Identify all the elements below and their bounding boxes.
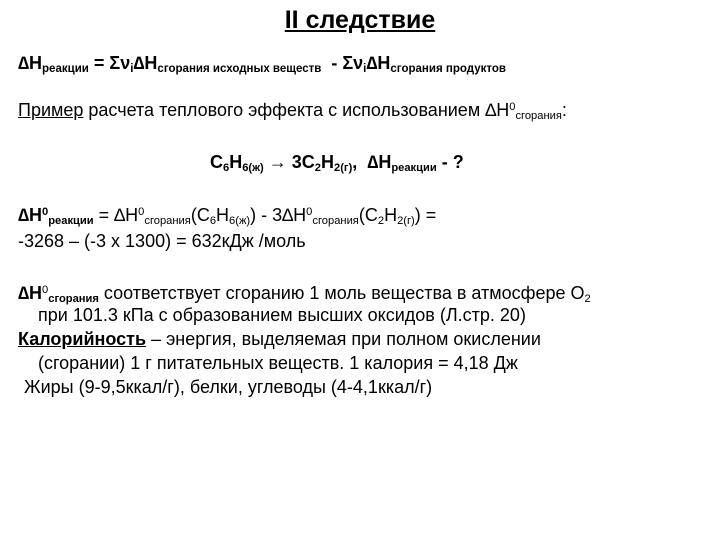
standard-superscript: 0: [42, 283, 49, 296]
definition-line-1: [18, 283, 591, 304]
standard-superscript-3: 0: [306, 205, 313, 218]
benzene-c-count: 6: [209, 215, 217, 228]
carbon-symbol: C: [210, 152, 223, 172]
delta-h-symbol: ∆H: [18, 283, 43, 303]
standard-superscript: 0: [509, 100, 516, 113]
calculation-line-1: [18, 205, 436, 226]
acetylene-c-count: 2: [377, 215, 385, 228]
colon: :: [561, 100, 567, 120]
reaction-subscript: реакции: [48, 215, 94, 228]
hydrogen-count-phase: 6(ж): [242, 162, 264, 175]
combustion-subscript: сгорания: [144, 215, 191, 228]
hydrogen-symbol: H: [229, 152, 243, 172]
benzene-h: H: [216, 205, 230, 225]
example-label: Пример: [18, 100, 84, 120]
equals-end: ) =: [414, 205, 437, 225]
nutrient-calories: Жиры (9-9,5ккал/г), белки, углеводы (4-4,1ккал/г): [24, 377, 433, 397]
definition-line-2: при 101.3 кПа с образованием высших оксидов (Л.стр. 20): [38, 305, 526, 325]
reaction-subscript: реакции: [391, 162, 437, 175]
combustion-products-subscript: сгорания продуктов: [390, 63, 506, 76]
hydrogen-count-phase-2: 2(г): [334, 162, 353, 175]
slide-title: II следствие: [284, 6, 436, 34]
acetylene-h-count: 2(г): [397, 215, 415, 228]
hydrogen-symbol-2: H: [321, 152, 334, 172]
delta-h-symbol: ∆H: [18, 205, 43, 225]
combustion-subscript-2: сгорания: [312, 215, 359, 228]
delta-h-symbol: ∆H: [133, 53, 158, 73]
delta-h-symbol-2: ∆H: [366, 53, 391, 73]
sum-nu-symbol-2: Σν: [342, 53, 364, 73]
enthalpy-symbol: H: [29, 53, 43, 73]
acetylene-c: (C: [358, 205, 378, 225]
combustion-initial-subscript: сгорания исходных веществ: [157, 63, 322, 76]
calorific-line-1: [18, 329, 541, 350]
oxygen-subscript: 2: [584, 293, 591, 306]
delta-h-symbol: ∆H: [485, 100, 510, 120]
sum-nu-symbol: Σν: [109, 53, 131, 73]
standard-superscript-2: 0: [138, 205, 145, 218]
example-heading: [18, 100, 567, 121]
equals-delta-h: = ∆H: [93, 205, 139, 225]
calorific-term: Калорийность: [18, 329, 147, 349]
carbon-count-2: 2: [314, 162, 321, 175]
index-i: i: [130, 63, 134, 76]
minus-3-delta-h: ) - 3∆H: [250, 205, 307, 225]
benzene-h-count: 6(ж): [229, 215, 251, 228]
calorific-text: – энергия, выделяемая при полном окислении: [146, 329, 541, 349]
calculation-line-2: -3268 – (-3 x 1300) = 632кДж /моль: [18, 231, 306, 251]
carbon-count: 6: [223, 162, 230, 175]
reaction-subscript: реакции: [42, 63, 89, 76]
equals-sign: =: [88, 53, 110, 73]
hess-corollary-formula: [18, 53, 506, 74]
delta-symbol: ∆: [18, 53, 30, 73]
standard-superscript: 0: [42, 205, 49, 218]
reaction-equation: [210, 152, 464, 173]
combustion-subscript: сгорания: [48, 293, 99, 306]
reaction-arrow: → 3C: [263, 152, 315, 172]
question-mark: - ?: [436, 152, 464, 172]
combustion-subscript: сгорания: [515, 110, 562, 123]
benzene-c: (C: [190, 205, 210, 225]
delta-h-reaction: , ∆H: [352, 152, 392, 172]
definition-text: соответствует сгоранию 1 моль вещества в атмосфере O: [98, 283, 585, 303]
minus-sign: -: [321, 53, 343, 73]
acetylene-h: H: [384, 205, 398, 225]
example-text: расчета теплового эффекта с использованием: [83, 100, 486, 120]
calorific-line-2: (сгорании) 1 г питательных веществ. 1 калория = 4,18 Дж: [38, 353, 518, 373]
index-i-2: i: [363, 63, 367, 76]
